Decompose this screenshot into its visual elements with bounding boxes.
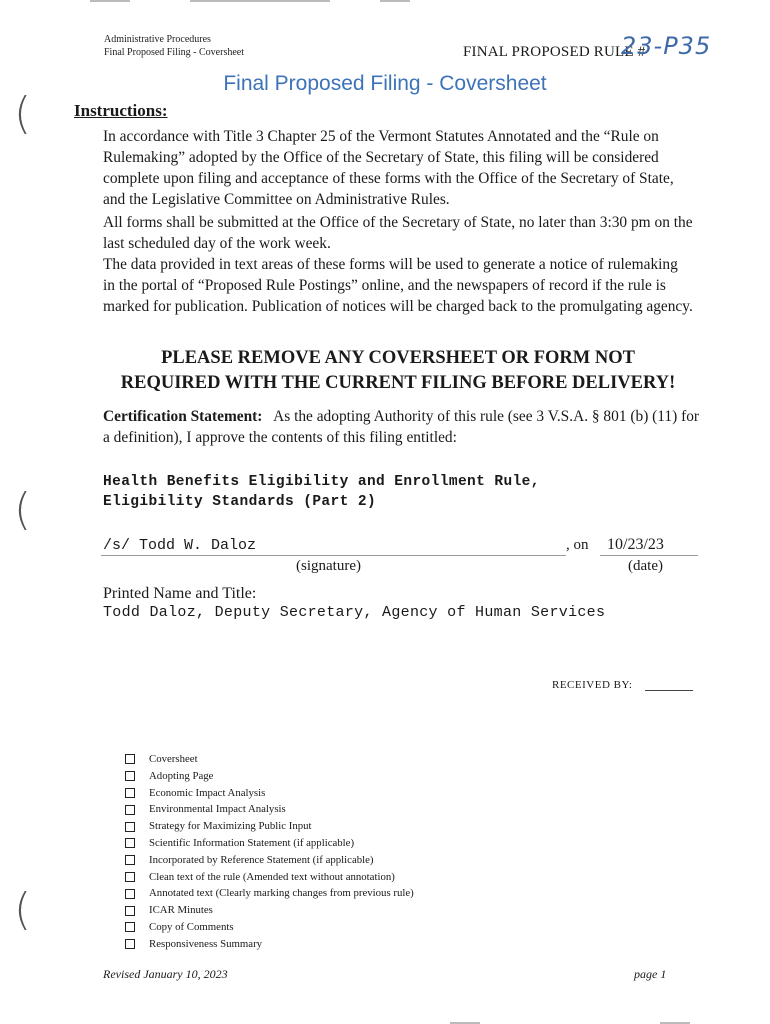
checkbox[interactable] [125,906,135,916]
removal-warning-line: PLEASE REMOVE ANY COVERSHEET OR FORM NOT [161,348,635,368]
header-form-name: Final Proposed Filing - Coversheet [104,47,244,58]
checkbox[interactable] [125,872,135,882]
hole-punch-mark: ( [14,88,32,139]
checklist-item-label: Responsiveness Summary [149,937,263,950]
checklist-item [125,919,414,936]
certification-text: As the adopting Authority of this rule (see 3 V.S.A. § 801 (b) (11) for a definition), I approve the contents of this filing entitled: [103,408,700,446]
signature-caption: (signature) [296,558,361,574]
signature-value: /s/ Todd W. Daloz [103,537,257,554]
signature-on-label: , on [566,537,589,553]
checklist-item [125,751,414,768]
checklist-item-label: Scientific Information Statement (if applicable) [149,836,355,849]
instructions-paragraph: All forms shall be submitted at the Office of the Secretary of State, no later than 3:30 pm on the last scheduled day of the work week. [103,214,693,252]
checklist-item [125,835,414,852]
instructions-paragraph: In accordance with Title 3 Chapter 25 of the Vermont Statutes Annotated and the “Rule on Rulemaking” adopted by the Office of the Secretary of State, this filing will be considered complete upon filing and acceptance of these forms with the Office of the Secretary of State, and the Legislative Committee on Administrative Rules. [103,128,674,208]
checklist-item-label: Clean text of the rule (Amended text without annotation) [149,870,395,883]
checklist-item-label: Coversheet [149,753,198,765]
checkbox[interactable] [125,805,135,815]
received-by-line [645,690,693,691]
hole-punch-mark: ( [14,884,32,935]
checklist-item [125,936,414,953]
checklist-item-label: Adopting Page [149,769,214,782]
checkbox[interactable] [125,855,135,865]
header-left [104,33,244,59]
printed-name-value: Todd Daloz, Deputy Secretary, Agency of Human Services [103,604,606,621]
checkbox[interactable] [125,754,135,764]
date-line [600,555,698,556]
instructions-paragraph: The data provided in text areas of these forms will be used to generate a notice of rulemaking in the portal of “Proposed Rule Postings” online, and the newspapers of record if the rule is marked for publication. Publication of notices will be charged back to the promulgating agency. [103,256,693,315]
checklist-item [125,869,414,886]
checklist-item-label: Environmental Impact Analysis [149,803,286,816]
removal-warning [88,346,708,396]
checklist-item [125,885,414,902]
checklist-item-label: Incorporated by Reference Statement (if applicable) [149,853,374,866]
checkbox[interactable] [125,788,135,798]
checkbox[interactable] [125,889,135,899]
checklist-item [125,768,414,785]
removal-warning-line: REQUIRED WITH THE CURRENT FILING BEFORE DELIVERY! [120,373,676,393]
checklist-item [125,902,414,919]
checklist-item-label: ICAR Minutes [149,904,213,917]
rule-number-label: FINAL PROPOSED RULE # [463,44,646,60]
scan-artifact [90,0,130,2]
checklist-item [125,818,414,835]
certification-label: Certification Statement: [103,408,263,425]
received-by-label: RECEIVED BY: [552,679,633,691]
checklist-item [125,785,414,802]
checkbox[interactable] [125,822,135,832]
signature-date: 10/23/23 [607,536,664,553]
checkbox[interactable] [125,771,135,781]
checklist-item-label: Annotated text (Clearly marking changes from previous rule) [149,887,414,900]
scan-artifact [190,0,330,2]
hole-punch-mark: ( [14,484,32,535]
checklist-item-label: Economic Impact Analysis [149,786,266,799]
header-department: Administrative Procedures [104,34,211,45]
scan-artifact [380,0,410,2]
signature-line [101,555,566,556]
certification-statement [103,406,703,448]
rule-number-handwritten: 23-P35 [621,32,712,60]
form-checklist [125,751,414,953]
rule-title-line: Eligibility Standards (Part 2) [103,494,377,510]
checklist-item [125,801,414,818]
checklist-item [125,852,414,869]
rule-title-line: Health Benefits Eligibility and Enrollment Rule, [103,474,540,490]
rule-title [103,472,540,512]
printed-name-label: Printed Name and Title: [103,585,257,602]
checklist-item-label: Strategy for Maximizing Public Input [149,820,312,833]
checklist-item-label: Copy of Comments [149,920,234,933]
checkbox[interactable] [125,922,135,932]
checkbox[interactable] [125,939,135,949]
page-number: page 1 [634,967,667,981]
revised-date: Revised January 10, 2023 [103,967,228,981]
instructions-heading: Instructions: [74,101,168,120]
page-title: Final Proposed Filing - Coversheet [223,72,547,95]
checkbox[interactable] [125,838,135,848]
date-caption: (date) [628,558,663,574]
